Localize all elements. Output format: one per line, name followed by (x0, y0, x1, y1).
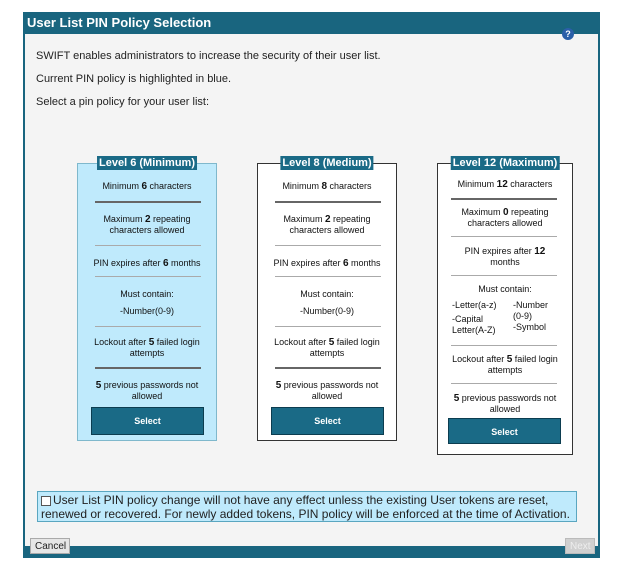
requirements-col-2 (513, 300, 580, 333)
expiry-text: PIN expires after 6 months (93, 258, 201, 269)
help-icon[interactable]: ? (562, 28, 574, 40)
notice-line-1: User List PIN policy change will not have any effect unless the existing User tokens are reset, (41, 493, 576, 507)
requirement-capital-2: Letter(A-Z) (452, 325, 496, 335)
divider (275, 326, 381, 327)
divider (275, 367, 381, 369)
divider (451, 383, 557, 384)
history-text: 5 previous passwords not (95, 380, 199, 391)
repeat-text-2: characters allowed (289, 225, 365, 235)
expiry-text: PIN expires after 12 (464, 246, 546, 257)
divider (95, 245, 201, 246)
repeat-text: Maximum 2 repeating (103, 214, 191, 225)
history-text: 5 previous passwords not (275, 380, 379, 391)
notice-checkbox[interactable] (41, 496, 51, 506)
divider (275, 201, 381, 203)
intro-text-1: SWIFT enables administrators to increase the security of their user list. (36, 50, 381, 62)
divider (451, 275, 557, 276)
requirements-col-1 (452, 300, 519, 336)
divider (95, 326, 201, 327)
must-contain-text: Must contain: (120, 289, 174, 299)
min-length-text: Minimum 6 characters (102, 181, 192, 192)
repeat-text-2: characters allowed (467, 218, 543, 228)
divider (95, 276, 201, 277)
repeat-text: Maximum 0 repeating (461, 207, 549, 218)
requirement-number-2: (0-9) (513, 311, 533, 321)
expiry-text-2: months (490, 257, 520, 267)
divider (451, 345, 557, 346)
divider (451, 198, 557, 200)
repeat-text: Maximum 2 repeating (283, 214, 371, 225)
requirement-capital: -Capital (452, 314, 484, 324)
requirement-number: -Number(0-9) (299, 306, 354, 316)
divider (275, 276, 381, 277)
policy-panel-level-6[interactable] (77, 157, 217, 441)
repeat-text-2: characters allowed (109, 225, 185, 235)
lockout-text-2: attempts (487, 365, 523, 375)
select-level-12-button[interactable]: Select (448, 418, 561, 444)
divider (95, 367, 201, 369)
policy-label: Level 8 (Medium) (282, 157, 372, 169)
history-text: 5 previous passwords not (453, 393, 557, 404)
next-button[interactable]: Next (565, 538, 595, 554)
must-contain-text: Must contain: (478, 284, 532, 294)
history-text-2: allowed (311, 391, 343, 401)
min-length-text: Minimum 8 characters (282, 181, 372, 192)
lockout-text: Lockout after 5 failed login (452, 354, 558, 365)
policy-label: Level 6 (Minimum) (99, 157, 195, 169)
policy-label: Level 12 (Maximum) (452, 157, 558, 169)
lockout-text-2: attempts (309, 348, 345, 358)
min-length-text: Minimum 12 characters (457, 179, 553, 190)
select-level-6-button[interactable]: Select (91, 407, 204, 435)
token-reset-notice[interactable] (37, 491, 577, 522)
policy-panel-level-12[interactable] (437, 157, 573, 455)
history-text-2: allowed (489, 404, 521, 414)
intro-text-2: Current PIN policy is highlighted in blue. (36, 73, 232, 85)
must-contain-text: Must contain: (300, 289, 354, 299)
expiry-text: PIN expires after 6 months (273, 258, 381, 269)
intro-text-3: Select a pin policy for your user list: (36, 96, 210, 108)
cancel-button[interactable]: Cancel (30, 538, 70, 554)
select-level-8-button[interactable]: Select (271, 407, 384, 435)
requirement-number: -Number (513, 300, 549, 310)
lockout-text: Lockout after 5 failed login (274, 337, 380, 348)
divider (451, 236, 557, 237)
lockout-text: Lockout after 5 failed login (94, 337, 200, 348)
requirement-symbol: -Symbol (513, 322, 547, 332)
history-text-2: allowed (131, 391, 163, 401)
notice-line-2: renewed or recovered. For newly added tokens, PIN policy will be enforced at the time of Activation. (41, 507, 570, 521)
lockout-text-2: attempts (129, 348, 165, 358)
requirement-letter: -Letter(a-z) (452, 300, 497, 310)
divider (275, 245, 381, 246)
dialog-title: User List PIN Policy Selection (27, 15, 212, 30)
requirement-number: -Number(0-9) (119, 306, 174, 316)
policy-panel-level-8[interactable] (257, 157, 397, 441)
divider (95, 201, 201, 203)
